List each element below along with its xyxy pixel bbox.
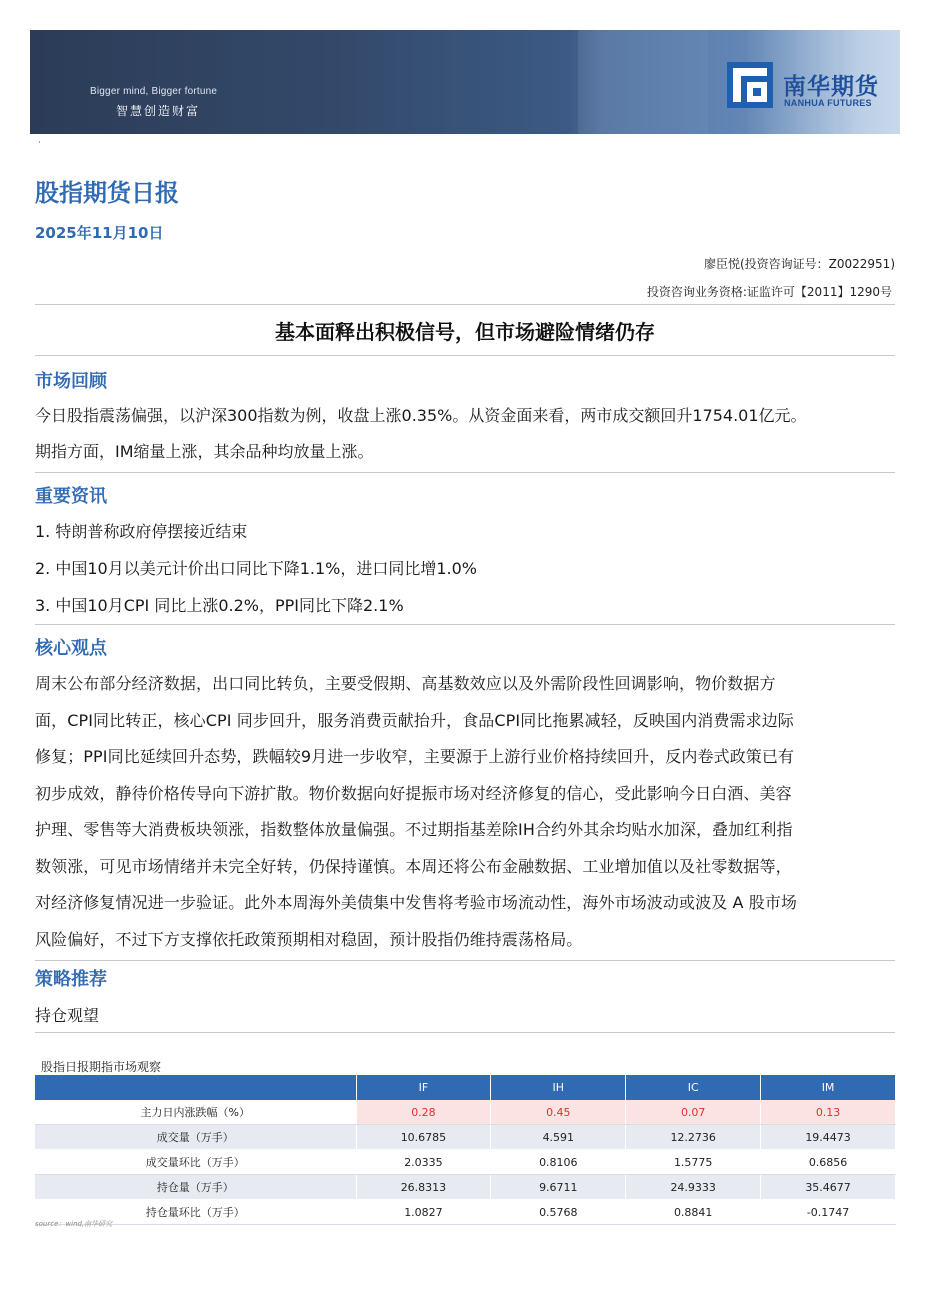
table-cell: 0.28	[356, 1100, 491, 1125]
table-header-row	[35, 1075, 896, 1100]
nanhua-logo-icon	[727, 62, 773, 108]
headline: 基本面释出积极信号，但市场避险情绪仍存	[275, 320, 655, 344]
table-cell: 26.8313	[356, 1175, 491, 1200]
table-cell: 4.591	[491, 1125, 626, 1150]
table-cell: 0.07	[626, 1100, 761, 1125]
section-heading-core-view: 核心观点	[35, 638, 107, 659]
paragraph-line: 期指方面，IM缩量上涨，其余品种均放量上涨。	[35, 442, 374, 461]
table-cell: 9.6711	[491, 1175, 626, 1200]
paragraph-line: 数领涨，可见市场情绪并未完全好转，仍保持谨慎。本周还将公布金融数据、工业增加值以及社零数据等，	[35, 856, 792, 876]
row-label: 持仓量（万手）	[35, 1175, 356, 1200]
table-cell: 1.5775	[626, 1150, 761, 1175]
news-item: 3. 中国10月CPI 同比上涨0.2%，PPI同比下降2.1%	[35, 596, 404, 615]
paragraph-line: 修复；PPI同比延续回升态势，跌幅较9月进一步收窄，主要源于上游行业价格持续回升，反内卷式政策已有	[35, 747, 795, 766]
nanhua-logo	[727, 60, 897, 116]
column-header: IF	[356, 1075, 491, 1100]
strategy-text: 持仓观望	[35, 1006, 100, 1025]
table-cell: 10.6785	[356, 1125, 491, 1150]
table-cell: 24.9333	[626, 1175, 761, 1200]
market-review-paragraph	[35, 398, 897, 470]
banner-slogan-en: Bigger mind, Bigger fortune	[90, 86, 218, 97]
row-label: 成交量（万手）	[35, 1125, 356, 1150]
section-heading-strategy: 策略推荐	[35, 969, 107, 990]
marker-dot: ·	[38, 138, 41, 148]
row-label: 主力日内涨跌幅（%）	[35, 1100, 356, 1125]
author-line: 廖臣悦(投资咨询证号：Z0022951)	[703, 257, 895, 271]
table-row	[35, 1175, 896, 1200]
section-heading-market-review: 市场回顾	[35, 371, 107, 392]
news-list	[35, 513, 897, 624]
core-view-paragraph	[35, 666, 897, 958]
logo-text-en: NANHUA FUTURES	[784, 98, 872, 108]
divider	[35, 960, 895, 961]
table-title: 股指日报期指市场观察	[41, 1060, 162, 1074]
paragraph-line: 周末公布部分经济数据，出口同比转负，主要受假期、高基数效应以及外需阶段性回调影响，物价数据方	[35, 674, 776, 693]
column-header: IH	[491, 1075, 626, 1100]
report-date: 2025年11月10日	[35, 224, 164, 242]
table-cell: 19.4473	[761, 1125, 896, 1150]
column-header: IC	[626, 1075, 761, 1100]
table-source-note: source：wind,南华研究	[35, 1220, 113, 1228]
table-row	[35, 1100, 896, 1125]
divider	[35, 472, 895, 473]
column-header	[35, 1075, 356, 1100]
header-banner	[30, 30, 900, 134]
table-row	[35, 1150, 896, 1175]
section-heading-news: 重要资讯	[35, 486, 107, 507]
license-line: 投资咨询业务资格:证监许可【2011】1290号	[646, 285, 892, 299]
row-label: 持仓量环比（万手）	[35, 1200, 356, 1225]
row-label: 成交量环比（万手）	[35, 1150, 356, 1175]
banner-slogan-cn: 智慧创造财富	[116, 104, 201, 118]
table-cell: 0.13	[761, 1100, 896, 1125]
table-cell: 0.8106	[491, 1150, 626, 1175]
table-row	[35, 1200, 896, 1225]
paragraph-line: 初步成效，静待价格传导向下游扩散。物价数据向好提振市场对经济修复的信心，受此影响今日白酒、美容	[35, 783, 792, 803]
table-cell: 2.0335	[356, 1150, 491, 1175]
paragraph-line: 对经济修复情况进一步验证。此外本周海外美债集中发售将考验市场流动性，海外市场波动或波及 A 股市场	[35, 893, 798, 912]
table-cell: 0.45	[491, 1100, 626, 1125]
table-cell: -0.1747	[761, 1200, 896, 1225]
divider	[35, 355, 895, 356]
news-item: 1. 特朗普称政府停摆接近结束	[35, 522, 248, 541]
table-cell: 1.0827	[356, 1200, 491, 1225]
report-title: 股指期货日报	[35, 179, 179, 207]
divider	[35, 624, 895, 625]
column-header: IM	[761, 1075, 896, 1100]
table-cell: 35.4677	[761, 1175, 896, 1200]
news-item: 2. 中国10月以美元计价出口同比下降1.1%，进口同比增1.0%	[35, 559, 478, 578]
table-cell: 0.5768	[491, 1200, 626, 1225]
table-cell: 12.2736	[626, 1125, 761, 1150]
table-cell: 0.8841	[626, 1200, 761, 1225]
table-row	[35, 1125, 896, 1150]
paragraph-line: 风险偏好，不过下方支撑依托政策预期相对稳固，预计股指仍维持震荡格局。	[35, 929, 583, 949]
paragraph-line: 面，CPI同比转正，核心CPI 同步回升，服务消费贡献抬升，食品CPI同比拖累减轻，反映国内消费需求边际	[35, 710, 794, 730]
divider	[35, 304, 895, 305]
paragraph-line: 今日股指震荡偏强，以沪深300指数为例，收盘上涨0.35%。从资金面来看，两市成交额回升1754.01亿元。	[35, 406, 807, 425]
logo-text-cn: 南华期货	[783, 74, 879, 100]
paragraph-line: 护理、零售等大消费板块领涨，指数整体放量偏强。不过期指基差除IH合约外其余均贴水加深，叠加红利指	[35, 820, 793, 839]
table-cell: 0.6856	[761, 1150, 896, 1175]
market-observation-table	[35, 1075, 896, 1225]
divider	[35, 1032, 895, 1033]
